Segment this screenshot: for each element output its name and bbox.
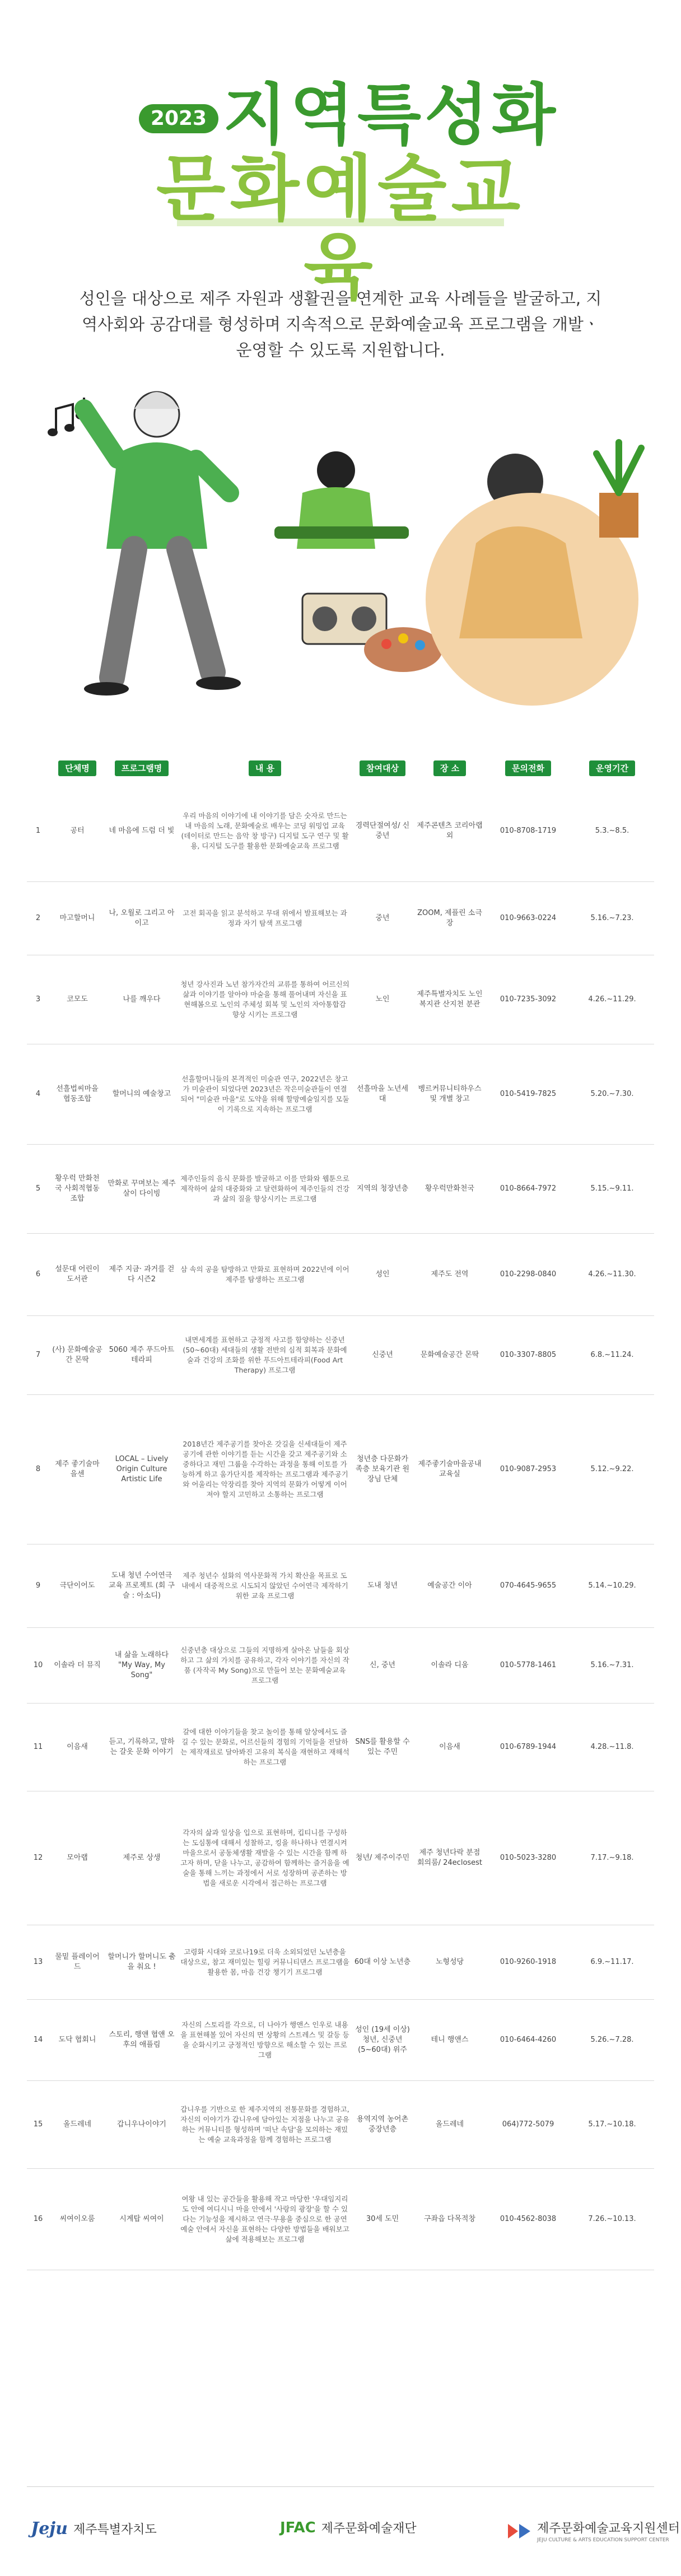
table-row [27, 1628, 654, 1704]
cell-program-name: 네 마음에 드럼 더 빛 [105, 781, 178, 882]
cell-place: 제주콘텐츠 코리아랩 외 [413, 781, 486, 882]
title-line-1: 지역특성화 [223, 76, 559, 153]
cell-place: 제주도 전역 [413, 1234, 486, 1316]
cell-place: 노형성당 [413, 1925, 486, 2000]
cell-period: 5.15.~9.11. [570, 1145, 654, 1234]
table-row [27, 955, 654, 1044]
cell-content: 삼 속의 공을 탐방하고 만화로 표현하며 2022년에 이어 제주를 탐생하는 프로그램 [178, 1234, 352, 1316]
cell-target: 지역의 청장년층 [352, 1145, 413, 1234]
cell-period: 5.14.~10.29. [570, 1544, 654, 1628]
cell-org-name: 올드레네 [49, 2081, 105, 2169]
cell-phone: 010-9087-2953 [486, 1395, 570, 1544]
cell-row-number: 13 [27, 1925, 49, 2000]
woodworking-figure [426, 454, 638, 706]
col-header-phone: 문의전화 [486, 756, 570, 781]
jeju-province-logo: Jeju 제주특별자치도 [31, 2519, 157, 2538]
cell-row-number: 3 [27, 955, 49, 1044]
cell-program-name: 시계탑 씨여이 [105, 2169, 178, 2270]
cell-target: 신중년 [352, 1316, 413, 1395]
cell-place: 구좌읍 다목적창 [413, 2169, 486, 2270]
table-row [27, 1234, 654, 1316]
cell-org-name: 도닥 협회니 [49, 2000, 105, 2081]
cell-org-name: 설문대 어린이도서관 [49, 1234, 105, 1316]
jfac-logo: JFAC 제주문화예술재단 [280, 2519, 417, 2536]
cell-row-number: 4 [27, 1044, 49, 1145]
header [0, 0, 681, 309]
cell-target: 30세 도민 [352, 2169, 413, 2270]
illustration [34, 358, 650, 773]
cell-target: 중년 [352, 882, 413, 955]
intro-text: 성인을 대상으로 제주 자원과 생활권을 연계한 교육 사례들을 발굴하고, 지역사회와 공감대를 형성하며 지속적으로 문화예술교육 프로그램을 개발ㆍ운영할 수 있도록 지원합니다. [79, 289, 602, 360]
program-table [27, 756, 654, 2270]
footer [0, 2503, 681, 2559]
cell-period: 5.3.~8.5. [570, 781, 654, 882]
col-header-target: 참여대상 [352, 756, 413, 781]
cell-place: 제주좋기술마을공내 교육실 [413, 1395, 486, 1544]
table-row [27, 2081, 654, 2169]
table-header-row [27, 756, 654, 781]
cell-org-name: 물밑 플레이어드 [49, 1925, 105, 2000]
cell-content: 고령화 시대와 코로나19로 더욱 소외되었던 노년층을 대상으로, 참고 재미있는 힐링 커뮤니티댄스 프로그램을 활용한 몸, 마음 건강 챙기기 프로그램 [178, 1925, 352, 2000]
cell-row-number: 11 [27, 1704, 49, 1791]
table-row [27, 1925, 654, 2000]
cell-program-name: 할머니의 예술창고 [105, 1044, 178, 1145]
cell-org-name: 마고할머니 [49, 882, 105, 955]
cell-place: 문화예술공간 몬딱 [413, 1316, 486, 1395]
cell-target: 신, 중년 [352, 1628, 413, 1704]
cell-content: 신중년층 대상으로 그들의 지명하게 살아온 날들을 회상하고 그 삶의 가치를 공유하고, 각자 이야기를 자신의 작품 (자작곡 My Song)으로 만들어 보는 문화예술교육 프로그램 [178, 1628, 352, 1704]
cell-org-name: 코모도 [49, 955, 105, 1044]
cell-row-number: 10 [27, 1628, 49, 1704]
cell-org-name: 제주 좋기술마을센 [49, 1395, 105, 1544]
cell-row-number: 5 [27, 1145, 49, 1234]
cell-phone: 010-3307-8805 [486, 1316, 570, 1395]
cell-phone: 010-9663-0224 [486, 882, 570, 955]
cell-target: 성인 (19세 이상) 청년, 신중년 (5~60대) 위주 [352, 2000, 413, 2081]
table-row [27, 1791, 654, 1925]
cell-period: 4.26.~11.30. [570, 1234, 654, 1316]
cell-period: 5.17.~10.18. [570, 2081, 654, 2169]
cell-place: 제주특별자치도 노인복지관 산지천 분관 [413, 955, 486, 1044]
cell-program-name: 나, 오월로 그리고 아이고 [105, 882, 178, 955]
cell-phone: 010-6464-4260 [486, 2000, 570, 2081]
cell-org-name: 모아랩 [49, 1791, 105, 1925]
cell-program-name: 갑니우나이야기 [105, 2081, 178, 2169]
cell-period: 6.9.~11.17. [570, 1925, 654, 2000]
cell-target: 청년층 다문화가족층 보육기관 원장님 단체 [352, 1395, 413, 1544]
cell-program-name: 스토리, 행앤 협앤 오후의 애플림 [105, 2000, 178, 2081]
cell-phone: 010-5778-1461 [486, 1628, 570, 1704]
cell-place: 이솔라 디움 [413, 1628, 486, 1704]
title-line-2: 문화예술교육 [156, 147, 525, 309]
cell-target: 용역지역 농어촌 중장년층 [352, 2081, 413, 2169]
cell-target: 청년/ 제주이주민 [352, 1791, 413, 1925]
table-row [27, 1145, 654, 1234]
palette-icon [364, 627, 442, 672]
cell-org-name: 황우럭 만화천국 사회적협동조합 [49, 1145, 105, 1234]
cell-content: 제주인들의 음식 문화를 발굴하고 이를 만화와 웹툰으로 제작하여 삶의 대중화와 고 달련화하여 제주인들의 건강과 삶의 질을 향상시키는 프로그램 [178, 1145, 352, 1234]
cell-place: 이음새 [413, 1704, 486, 1791]
table-row [27, 1544, 654, 1628]
cell-org-name: (사) 문화예술공간 몬딱 [49, 1316, 105, 1395]
cell-place: 황우럭만화천국 [413, 1145, 486, 1234]
cell-place: 제주 청년다락 분점 회의룸/ 24eclosest [413, 1791, 486, 1925]
cell-content: 내면세계를 표현하고 긍정적 사고를 함양하는 신중년(50~60대) 세대들의 생활 전반의 심적 회복과 문화예술과 건강의 조화를 위한 푸드아트테라피(Food Art Therapy) 프로그램 [178, 1316, 352, 1395]
cell-row-number: 8 [27, 1395, 49, 1544]
cell-content: 2018년간 제주공기를 찾아온 갓길을 신세대들이 제주공기에 관한 이야기를 듣는 시간을 갖고 제주공기와 소중하다고 재민 그룹을 수각하는 과정을 통해 이토를 가능하게 하고 움가단지를 제작하는 프로그램과 제주공기와 어울리는 악장리를 찾아 지역의 문화가 어떻게 이어져야 할지 고민하고 소통하는 프로그램 [178, 1395, 352, 1544]
cell-place: 올드레네 [413, 2081, 486, 2169]
cell-period: 7.26.~10.13. [570, 2169, 654, 2270]
cell-phone: 010-9260-1918 [486, 1925, 570, 2000]
cell-program-name: 5060 제주 푸드아트 테라피 [105, 1316, 178, 1395]
cell-phone: 010-8708-1719 [486, 781, 570, 882]
support-center-logo: 제주문화예술교육지원센터 JEJU CULTURE & ARTS EDUCATION SUPPORT CENTER [507, 2519, 680, 2543]
col-header-period: 운영기간 [570, 756, 654, 781]
table-row [27, 882, 654, 955]
cell-org-name: 이솔라 더 뮤직 [49, 1628, 105, 1704]
cell-period: 7.17.~9.18. [570, 1791, 654, 1925]
cell-program-name: 나를 깨우다 [105, 955, 178, 1044]
cell-place: 예술공간 이아 [413, 1544, 486, 1628]
cell-content: 갈에 대한 이야기들을 찾고 놀이를 통해 알상에서도 즐길 수 있는 문화로, 어르신들의 경험의 기억들을 전달하는 제작재료로 달아봐진 고유의 복식을 재현하고 재해석 하는 프로그램 [178, 1704, 352, 1791]
cell-content: 자신의 스토리를 각으로, 더 나아가 행앤스 인우로 내용을 표현해볼 있어 자신의 면 상황의 스트레스 및 갈등 등을 순화시키고 긍정적인 방향으로 해소할 수 있는 프로그램 [178, 2000, 352, 2081]
cell-place: 테니 행앤스 [413, 2000, 486, 2081]
dancing-man-figure [84, 392, 241, 696]
cell-period: 6.8.~11.24. [570, 1316, 654, 1395]
col-header-org: 단체명 [49, 756, 105, 781]
cell-row-number: 16 [27, 2169, 49, 2270]
cell-period: 5.20.~7.30. [570, 1044, 654, 1145]
table-row [27, 2169, 654, 2270]
cell-phone: 064)772-5079 [486, 2081, 570, 2169]
cell-place: ZOOM, 제플린 소극장 [413, 882, 486, 955]
cell-phone: 010-8664-7972 [486, 1145, 570, 1234]
col-header-program: 프로그램명 [105, 756, 178, 781]
table-row [27, 1044, 654, 1145]
cell-content: 선흘할머니들의 본격적인 미술관 연구, 2022년은 창고가 미술관이 되었다면 2023년은 작은미술관들이 연결되어 "미술관 마을"로 도약을 위해 할망예술일지를 모둘이 기록으로 지속하는 프로그램 [178, 1044, 352, 1145]
cell-period: 4.28.~11.8. [570, 1704, 654, 1791]
cell-org-name: 극단이어도 [49, 1544, 105, 1628]
cell-target: 경력단절여성/ 신중년 [352, 781, 413, 882]
table-row [27, 2000, 654, 2081]
cell-period: 5.16.~7.23. [570, 882, 654, 955]
cell-content: 각자의 삶과 일상을 입으로 표현하며, 킵티니를 구성하는 도심통에 대해서 성찰하고, 킹을 하나하나 연결시켜 마을으로서 공동체생활 재발을 수 있는 시간을 함께 하고자 하며, 닫을 나누고, 공감하여 함께하는 즐거움을 예술을 통해 느끼는 과정에서 서로 성장하며 공존하는 방법을 새로운 시각에서 접근하는 프로그램 [178, 1791, 352, 1925]
cell-row-number: 9 [27, 1544, 49, 1628]
cell-phone: 010-4562-8038 [486, 2169, 570, 2270]
cell-content: 고전 회곡을 읽고 분석하고 무대 위에서 발표해보는 과정과 자기 탐색 프로그램 [178, 882, 352, 955]
cell-row-number: 7 [27, 1316, 49, 1395]
cell-org-name: 선흘법씨마을 협동조합 [49, 1044, 105, 1145]
table-row [27, 1395, 654, 1544]
cell-program-name: LOCAL – Lively Origin Culture Artistic Life [105, 1395, 178, 1544]
cell-target: 노인 [352, 955, 413, 1044]
cell-program-name: 도내 청년 수어연극 교육 프로젝트 (회 구슬 : 아소디) [105, 1544, 178, 1628]
cell-phone: 010-6789-1944 [486, 1704, 570, 1791]
cell-row-number: 15 [27, 2081, 49, 2169]
cell-period: 4.26.~11.29. [570, 955, 654, 1044]
cell-row-number: 12 [27, 1791, 49, 1925]
table-row [27, 781, 654, 882]
cell-program-name: 듣고, 기록하고, 말하는 갈옷 문화 이야기 [105, 1704, 178, 1791]
cell-target: SNS를 활용할 수 있는 주민 [352, 1704, 413, 1791]
cell-row-number: 2 [27, 882, 49, 955]
cell-target: 도내 청년 [352, 1544, 413, 1628]
cell-target: 60대 이상 노년층 [352, 1925, 413, 2000]
col-header-content: 내 용 [178, 756, 352, 781]
cell-period: 5.12.~9.22. [570, 1395, 654, 1544]
col-header-place: 장 소 [413, 756, 486, 781]
cell-content: 여왕 내 있는 공간들을 활용해 작고 마당한 '우대임지리도 안에 여디시니 마을 안에서 '사랑의 광장'을 할 수 있다는 기능성을 제시하고 연극·무용을 중심으로 한 공연예술 안에서 자신을 표현하는 다양한 방법들을 배워보고 삶에 적용해보는 프로그램 [178, 2169, 352, 2270]
cell-org-name: 이음새 [49, 1704, 105, 1791]
cell-period: 5.16.~7.31. [570, 1628, 654, 1704]
plant-icon [596, 442, 641, 538]
cell-row-number: 1 [27, 781, 49, 882]
crafting-woman-figure [274, 451, 409, 549]
center-mark-icon [507, 2522, 531, 2541]
cell-row-number: 14 [27, 2000, 49, 2081]
cell-phone: 010-2298-0840 [486, 1234, 570, 1316]
cell-phone: 010-5023-3280 [486, 1791, 570, 1925]
cell-content: 갑니우를 기반으로 한 제주지역의 전통문화를 경험하고, 자신의 이야기가 갑니우에 담아있는 지점을 나누고 공유하는 커뮤니티를 형성하며 '떠난 속담'을 모의하는 재밌는 예술 교육과정을 함께 경험하는 프로그램 [178, 2081, 352, 2169]
cell-phone: 070-4645-9655 [486, 1544, 570, 1628]
footer-divider [27, 2486, 654, 2487]
year-badge: 2023 [139, 104, 218, 133]
table-row [27, 1316, 654, 1395]
cell-program-name: 할머니가 할머니도 춤을 춰요 ! [105, 1925, 178, 2000]
cell-org-name: 공터 [49, 781, 105, 882]
cell-org-name: 씨여이오룸 [49, 2169, 105, 2270]
cell-target: 선흘마을 노년세대 [352, 1044, 413, 1145]
cell-place: 벵르커뮤니티하우스 및 개별 창고 [413, 1044, 486, 1145]
cell-program-name: 내 삶을 노래하다 "My Way, My Song" [105, 1628, 178, 1704]
cell-content: 제주 청년수 설화의 역사문화적 가치 확산을 목표로 도내에서 대중적으로 시도되지 않았던 수어연극 제작하기 위한 교육 프로그램 [178, 1544, 352, 1628]
cell-program-name: 만화로 꾸며보는 제주살이 다이빙 [105, 1145, 178, 1234]
cell-period: 5.26.~7.28. [570, 2000, 654, 2081]
cell-row-number: 6 [27, 1234, 49, 1316]
cell-target: 성인 [352, 1234, 413, 1316]
table-row [27, 1704, 654, 1791]
cell-program-name: 제주 지금· 과거를 걷다 시즌2 [105, 1234, 178, 1316]
cell-phone: 010-5419-7825 [486, 1044, 570, 1145]
cell-program-name: 제주로 상생 [105, 1791, 178, 1925]
cell-phone: 010-7235-3092 [486, 955, 570, 1044]
cell-content: 청년 강사진과 노년 참가자간의 교류를 통하여 어르신의 삶과 이야기를 알아야 마술을 통해 풀어내며 자신을 표현해봄으로 노인의 주체성 회복 및 노인의 자아통합감 향상 시키는 프로그램 [178, 955, 352, 1044]
cell-content: 우리 마음의 이야기에 내 이야기를 담은 숫자로 만드는 내 마음의 노래, 문화예술로 배우는 코딩 워밍업 교육 (데이터로 만드는 음악 창 방구) 디지털 도구 연구 및 활용, 디지털 도구를 활용한 문화예술교육 프로그램 [178, 781, 352, 882]
